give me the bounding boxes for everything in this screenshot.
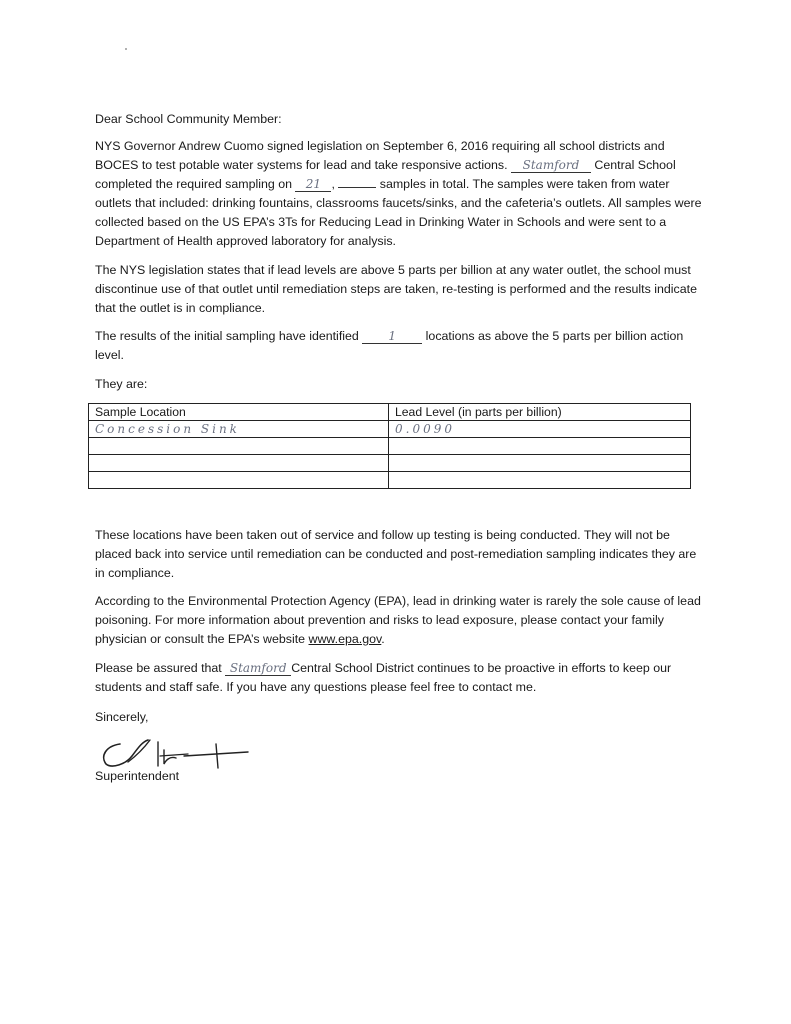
district-name-handwritten: Stamford	[511, 158, 591, 173]
p3-text-a: The results of the initial sampling have identified	[95, 329, 363, 343]
p7-text-a: Please be assured that	[95, 661, 226, 675]
p6-text-b: .	[381, 632, 385, 646]
p7-text-b: Central School District continues to be proactive in efforts to keep our students and staff safe. If you have any questions please feel free to contact me.	[95, 661, 672, 694]
signer-title: Superintendent	[95, 769, 180, 783]
p6-text-a: According to the Environmental Protection Agency (EPA), lead in drinking water is rarely the sole cause of lead poisoning. For more information about prevention and risks to lead exposure, please contact your family physician or consult the EPA’s website	[95, 594, 701, 646]
epa-website-link[interactable]: www.epa.gov	[308, 632, 382, 646]
sample-location-cell: Concession Sink	[89, 421, 389, 438]
p1-text-d: samples in total. The samples were taken from water outlets that included: drinking fountains, classrooms faucets/sinks, and the cafeteria’s outlets. All samples were collected based on the US EPA’s 3Ts for Reducing Lead in Drinking Water in Schools and were sent to a Department of Health approved laboratory for analysis.	[95, 177, 702, 248]
paragraph-assurance	[95, 659, 705, 697]
paragraph-sampling	[95, 137, 705, 251]
they-are-label: They are:	[95, 377, 148, 391]
lead-level-cell	[389, 472, 691, 489]
salutation: Dear School Community Member:	[95, 112, 282, 126]
paragraph-legislation: The NYS legislation states that if lead levels are above 5 parts per billion at any water outlet, the school must discontinue use of that outlet until remediation steps are taken, re-testing is performed and the results indicate that the outlet is in compliance.	[95, 263, 697, 315]
p1-text-a: NYS Governor Andrew Cuomo signed legislation on September 6, 2016 requiring all school districts and BOCES to test potable water systems for lead and take responsive actions.	[95, 139, 665, 172]
sample-results-table	[88, 403, 691, 489]
p1-text-b: Central School completed the required sampling on	[95, 158, 676, 191]
sample-count-handwritten: 21	[295, 177, 331, 192]
paragraph-results	[95, 327, 705, 365]
lead-level-cell	[389, 455, 691, 472]
paragraph-epa	[95, 592, 705, 649]
sample-location-cell	[89, 455, 389, 472]
table-row	[89, 455, 691, 472]
district-name-handwritten: Stamford	[225, 661, 291, 676]
table-row	[89, 421, 691, 438]
blank-line	[338, 175, 376, 188]
header-lead-level: Lead Level (in parts per billion)	[389, 404, 691, 421]
lead-level-cell	[389, 438, 691, 455]
table-header-row	[89, 404, 691, 421]
location-count-handwritten: 1	[362, 329, 422, 344]
closing: Sincerely,	[95, 710, 149, 724]
sample-location-cell	[89, 472, 389, 489]
scan-speck	[125, 48, 127, 50]
p1-text-c: ,	[331, 177, 339, 191]
header-sample-location: Sample Location	[89, 404, 389, 421]
table-row	[89, 472, 691, 489]
p3-text-b: locations as above the 5 parts per billion action level.	[95, 329, 684, 362]
table-row	[89, 438, 691, 455]
lead-level-cell: 0.0090	[389, 421, 691, 438]
sample-location-cell	[89, 438, 389, 455]
paragraph-out-of-service: These locations have been taken out of service and follow up testing is being conducted. They will not be placed back into service until remediation can be conducted and post-remediation sampling indicates they are in compliance.	[95, 528, 697, 580]
